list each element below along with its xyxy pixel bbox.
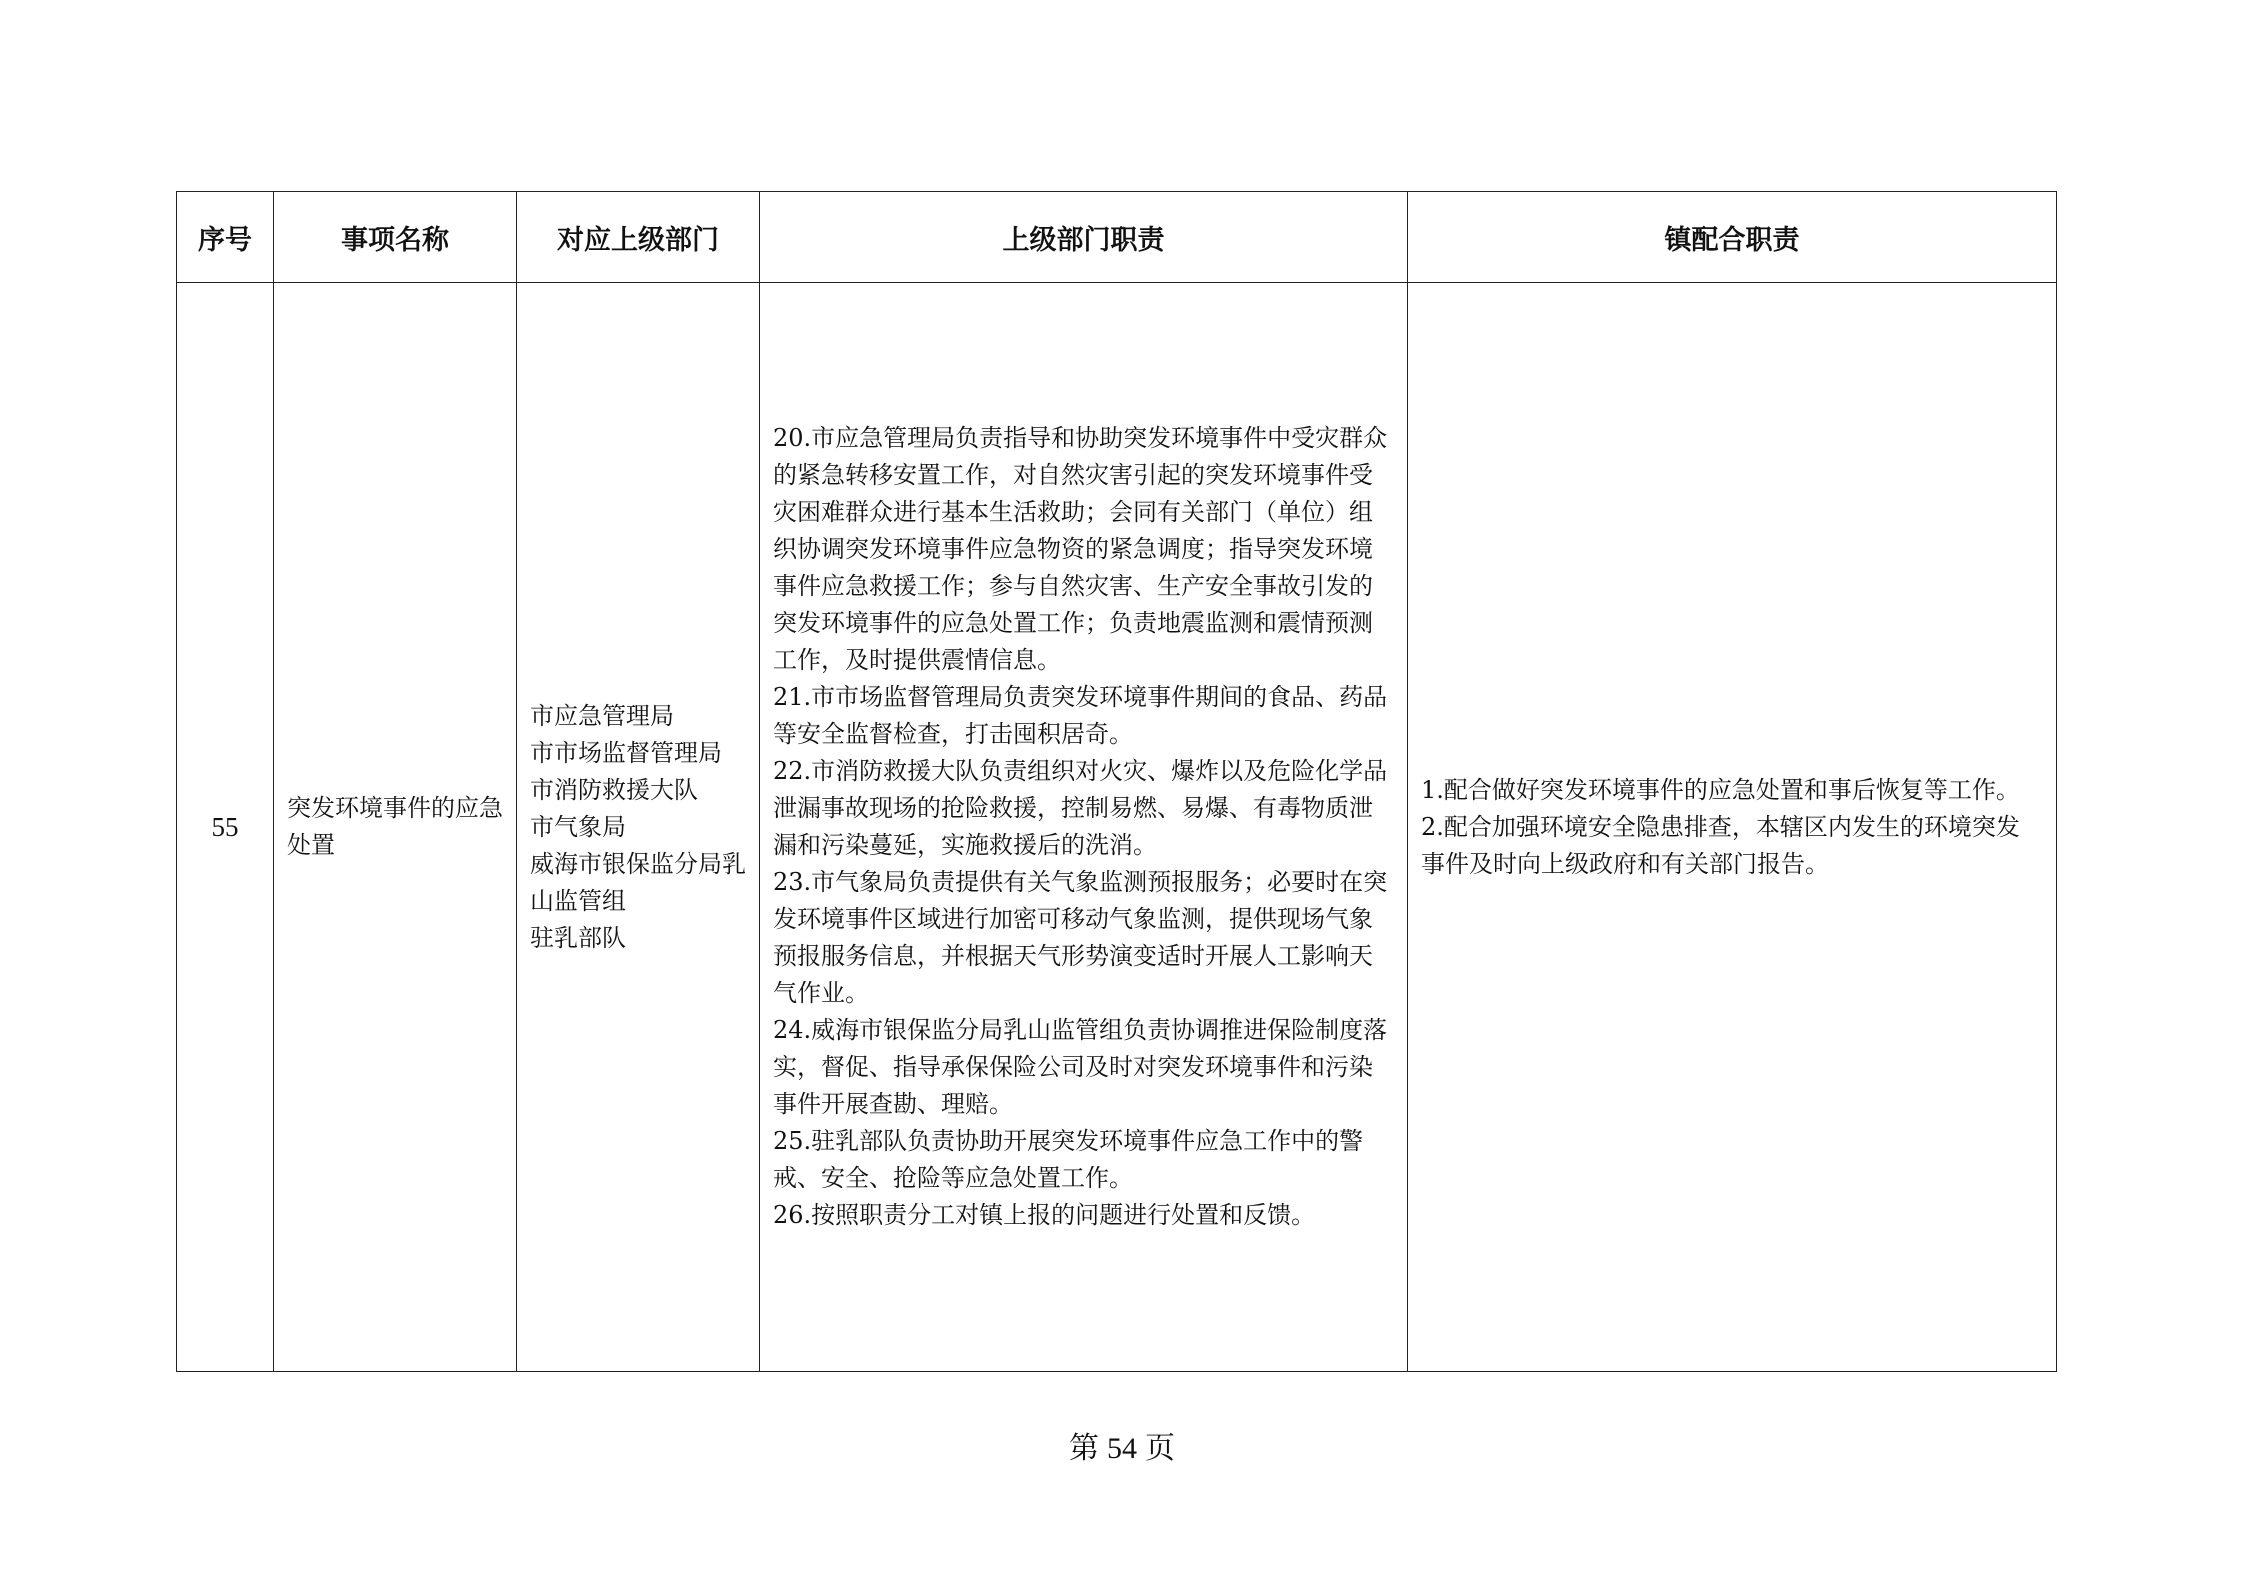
header-town-duties: 镇配合职责 <box>1408 192 2057 283</box>
upper-duty-item: 20.市应急管理局负责指导和协助突发环境事件中受灾群众的紧急转移安置工作，对自然灾害引起的突发环境事件受灾困难群众进行基本生活救助；会同有关部门（单位）组织协调突发环境事件应急物资的紧急调度；指导突发环境事件应急救援工作；参与自然灾害、生产安全事故引发的突发环境事件的应急处置工作；负责地震监测和震情预测工作，及时提供震情信息。 <box>773 424 1388 674</box>
page-number <box>0 1423 2244 1467</box>
upper-duty-item: 21.市市场监督管理局负责突发环境事件期间的食品、药品等安全监督检查，打击囤积居奇。 <box>773 683 1388 748</box>
page-suffix: 页 <box>1145 1432 1175 1465</box>
header-departments: 对应上级部门 <box>517 192 760 283</box>
department-item: 市市场监督管理局 <box>530 738 722 767</box>
department-item: 市气象局 <box>530 812 626 841</box>
row-index: 55 <box>177 283 274 1372</box>
town-duty-item: 1.配合做好突发环境事件的应急处置和事后恢复等工作。 <box>1421 775 2020 804</box>
upper-duty-item: 24.威海市银保监分局乳山监管组负责协调推进保险制度落实，督促、指导承保保险公司及时对突发环境事件和污染事件开展查勘、理赔。 <box>773 1016 1388 1118</box>
department-item: 威海市银保监分局乳山监管组 <box>530 849 746 915</box>
row-town-duties <box>1408 283 2057 1372</box>
duty-table <box>176 191 2057 1372</box>
row-item-name: 突发环境事件的应急处置 <box>274 283 517 1372</box>
upper-duty-item: 25.驻乳部队负责协助开展突发环境事件应急工作中的警戒、安全、抢险等应急处置工作。 <box>773 1127 1364 1192</box>
header-index: 序号 <box>177 192 274 283</box>
upper-duty-item: 26.按照职责分工对镇上报的问题进行处置和反馈。 <box>773 1201 1316 1229</box>
row-upper-duties <box>760 283 1408 1372</box>
upper-duty-item: 22.市消防救援大队负责组织对火灾、爆炸以及危险化学品泄漏事故现场的抢险救援，控制易燃、易爆、有毒物质泄漏和污染蔓延，实施救援后的洗消。 <box>773 757 1388 859</box>
town-duty-item: 2.配合加强环境安全隐患排查，本辖区内发生的环境突发事件及时向上级政府和有关部门报告。 <box>1421 812 2020 878</box>
department-item: 市消防救援大队 <box>530 775 698 804</box>
upper-duty-item: 23.市气象局负责提供有关气象监测预报服务；必要时在突发环境事件区域进行加密可移动气象监测，提供现场气象预报服务信息，并根据天气形势演变适时开展人工影响天气作业。 <box>773 868 1388 1007</box>
page-value: 54 <box>1107 1432 1137 1465</box>
department-item: 驻乳部队 <box>530 923 626 952</box>
table-header-row <box>177 192 2057 283</box>
page-prefix: 第 <box>1069 1432 1099 1465</box>
header-item-name: 事项名称 <box>274 192 517 283</box>
department-item: 市应急管理局 <box>530 701 674 730</box>
table-row <box>177 283 2057 1372</box>
row-departments <box>517 283 760 1372</box>
header-upper-duties: 上级部门职责 <box>760 192 1408 283</box>
